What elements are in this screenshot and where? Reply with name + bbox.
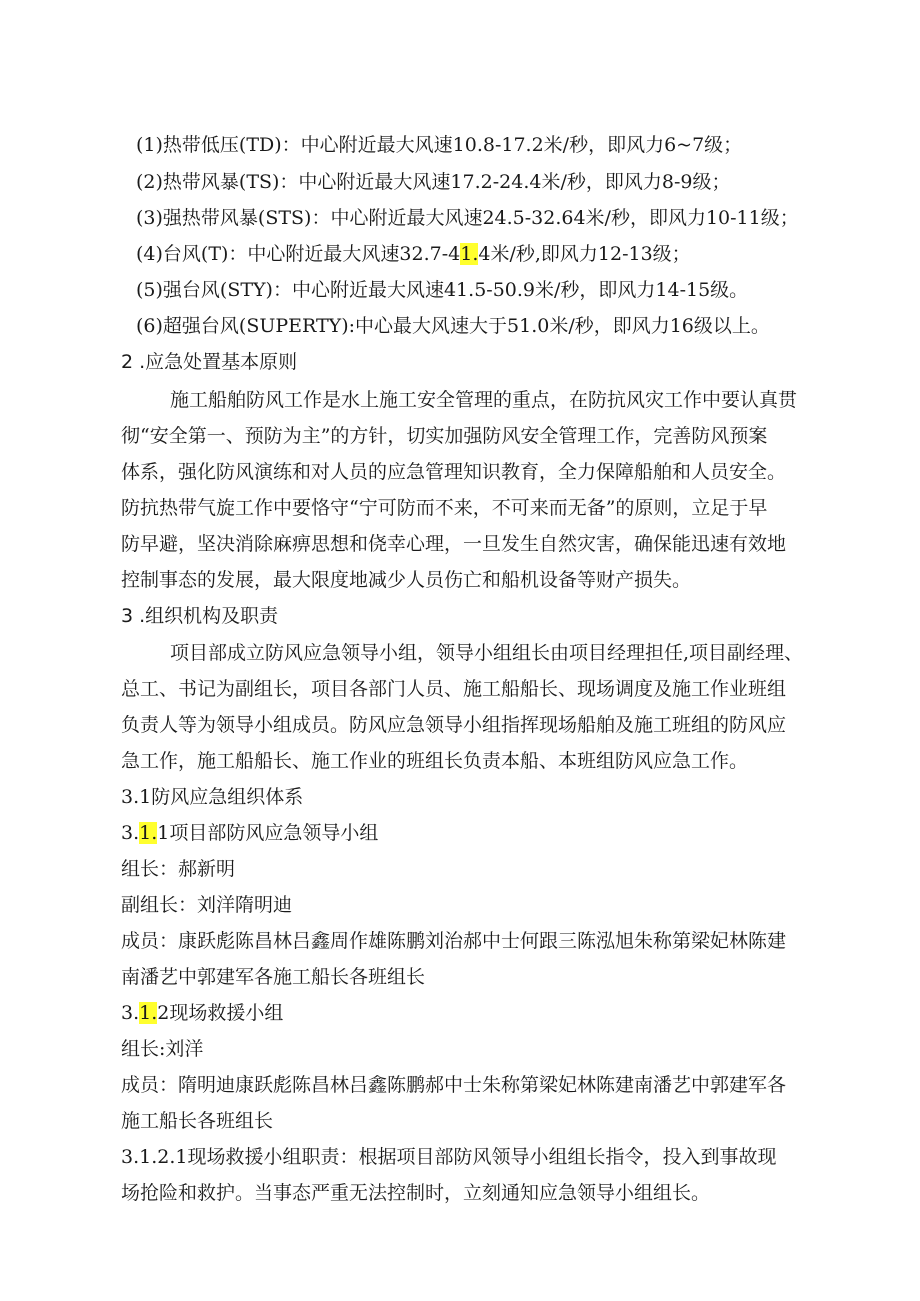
paragraph-line: 防抗热带气旋工作中要恪守“宁可防而不来，不可来而无备”的原则，立足于早 [121, 497, 768, 519]
section-3-1-2-heading: 3.1.2现场救援小组 [121, 1002, 284, 1024]
paragraph-line: 总工、书记为副组长，项目各部门人员、施工船船长、现场调度及施工作业班组 [121, 678, 787, 700]
typhoon-grade-superty: (6)超强台风(SUPERTY):中心最大风速大于51.0米/秒，即风力16级以上。 [136, 315, 770, 337]
paragraph-line: 彻“安全第一、预防为主”的方针，切实加强防风安全管理工作，完善防风预案 [121, 425, 768, 447]
paragraph-line: 项目部成立防风应急领导小组，领导小组组长由项目经理担任,项目副经理、 [170, 642, 804, 664]
rescue-members-line: 成员：隋明迪康跃彪陈昌林吕鑫陈鹏郝中士朱称第梁妃林陈建南潘艺中郭建军各 [121, 1074, 787, 1096]
typhoon-grade-ts: (2)热带风暴(TS)：中心附近最大风速17.2-24.4米/秒，即风力8-9级； [136, 171, 731, 193]
members-line: 南潘艺中郭建军各施工船长各班组长 [121, 966, 426, 988]
paragraph-line: 控制事态的发展，最大限度地减少人员伤亡和船机设备等财产损失。 [121, 569, 692, 591]
paragraph-line: 防早避，坚决消除麻痹思想和侥幸心理，一旦发生自然灾害，确保能迅速有效地 [121, 533, 787, 555]
rescue-duty-line: 3.1.2.1现场救援小组职责：根据项目部防风领导小组组长指令，投入到事故现 [121, 1146, 777, 1168]
section-3-1-heading: 3.1防风应急组织体系 [121, 786, 304, 808]
typhoon-grade-td: (1)热带低压(TD)：中心附近最大风速10.8-17.2米/秒，即风力6~7级； [136, 134, 743, 156]
paragraph-line: 急工作，施工船船长、施工作业的班组长负责本船、本班组防风应急工作。 [121, 750, 749, 772]
highlight-mark: 1. [139, 822, 158, 844]
section-2-heading: 2 .应急处置基本原则 [121, 351, 298, 373]
paragraph-line: 体系，强化防风演练和对人员的应急管理知识教育，全力保障船舶和人员安全。 [121, 461, 787, 483]
leader-line: 组长：郝新明 [121, 858, 236, 880]
rescue-duty-line: 场抢险和救护。当事态严重无法控制时，立刻通知应急领导小组组长。 [121, 1182, 711, 1204]
paragraph-line: 施工船舶防风工作是水上施工安全管理的重点，在防抗风灾工作中要认真贯 [170, 389, 798, 411]
deputy-leader-line: 副组长：刘洋隋明迪 [121, 894, 293, 916]
rescue-leader-line: 组长:刘洋 [121, 1038, 204, 1060]
typhoon-grade-t: (4)台风(T)：中心附近最大风速32.7-41.4米/秒,即风力12-13级； [136, 243, 691, 265]
members-line: 成员：康跃彪陈昌林吕鑫周作雄陈鹏刘治郝中士何跟三陈泓旭朱称第梁妃林陈建 [121, 930, 787, 952]
highlight-mark: 1. [460, 243, 479, 265]
highlight-mark: 1. [139, 1002, 158, 1024]
section-3-1-1-heading: 3.1.1项目部防风应急领导小组 [121, 822, 379, 844]
rescue-members-line: 施工船长各班组长 [121, 1110, 274, 1132]
paragraph-line: 负责人等为领导小组成员。防风应急领导小组指挥现场船舶及施工班组的防风应 [121, 714, 787, 736]
section-3-heading: 3 .组织机构及职责 [121, 605, 279, 627]
typhoon-grade-sts: (3)强热带风暴(STS)：中心附近最大风速24.5-32.64米/秒，即风力10-11级； [136, 207, 799, 229]
typhoon-grade-sty: (5)强台风(STY)：中心附近最大风速41.5-50.9米/秒，即风力14-15级。 [136, 279, 749, 301]
